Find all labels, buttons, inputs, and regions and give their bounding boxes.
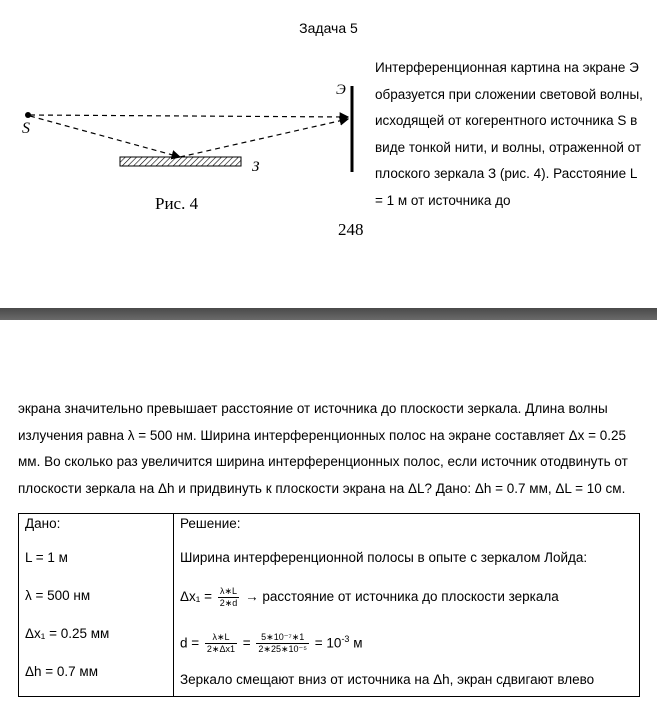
given-item: Δh = 0.7 мм <box>25 664 98 679</box>
page-separator <box>0 308 657 320</box>
page-top <box>0 0 657 310</box>
task-title: Задача 5 <box>299 20 358 36</box>
figure-caption: Рис. 4 <box>155 194 199 213</box>
formula-fringe-width: Δx₁ = $\frac{\lambda∗L}{2∗d}$ → расстояние от источника до плоскости зеркала <box>180 585 559 608</box>
solution-line: Ширина интерференционной полосы в опыте с зеркалом Лойда: <box>180 550 588 565</box>
mirror <box>120 157 241 166</box>
source-label: S <box>22 120 30 137</box>
solution-table <box>18 513 640 697</box>
given-item: Δx₁ = 0.25 мм <box>25 626 110 641</box>
given-item: L = 1 м <box>25 550 68 565</box>
fraction: $\frac{\lambda∗L}{2∗d}$ <box>219 585 238 608</box>
solution-header: Решение: <box>180 516 241 531</box>
fraction: $\frac{\text{5∗10⁻⁷∗1}}{\text{2∗25∗10⁻⁵}}$ <box>258 632 308 655</box>
given-item: λ = 500 нм <box>25 588 91 603</box>
mirror-label: З <box>252 159 260 175</box>
given-column <box>19 514 174 697</box>
problem-text-start: Интерференционная картина на экране Э образуется при сложении световой волны, исходящей от когерентного источника S в виде тонкой нити, и волны, отраженной от плоского зеркала З (рис. 4). Расстояние L = 1 м от источника до <box>375 60 643 208</box>
screen-label: Э <box>336 82 346 98</box>
problem-text-continuation: экрана значительно превышает расстояние от источника до плоскости зеркала. Длина волны излучения равна λ = 500 нм. Ширина интерференционных полос на экране составляет Δx = 0.25 мм. Во сколько раз увеличится ширина интерференционных полос, если источник отодвинуть от плоскости зеркала на Δh и придвинуть к плоскости экрана на ΔL? Дано: Δh = 0.7 мм, ΔL = 10 см. <box>18 401 628 496</box>
incident-ray <box>30 116 180 157</box>
direct-ray <box>30 115 348 117</box>
page-number: 248 <box>338 220 364 239</box>
reflected-ray <box>180 119 348 157</box>
given-header: Дано: <box>25 516 61 531</box>
fraction: $\frac{\lambda∗L}{2∗\Delta x1}$ <box>206 632 235 655</box>
solution-column <box>174 514 640 697</box>
solution-line: Зеркало смещают вниз от источника на Δh, экран сдвигают влево <box>180 672 595 687</box>
formula-distance: d = $\frac{\lambda∗L}{2∗\Delta x1}$ = $\frac{\text{5∗10⁻⁷∗1}}{\text{2∗25∗10⁻⁵}}$ = $10^{-3}$ м <box>180 632 363 655</box>
